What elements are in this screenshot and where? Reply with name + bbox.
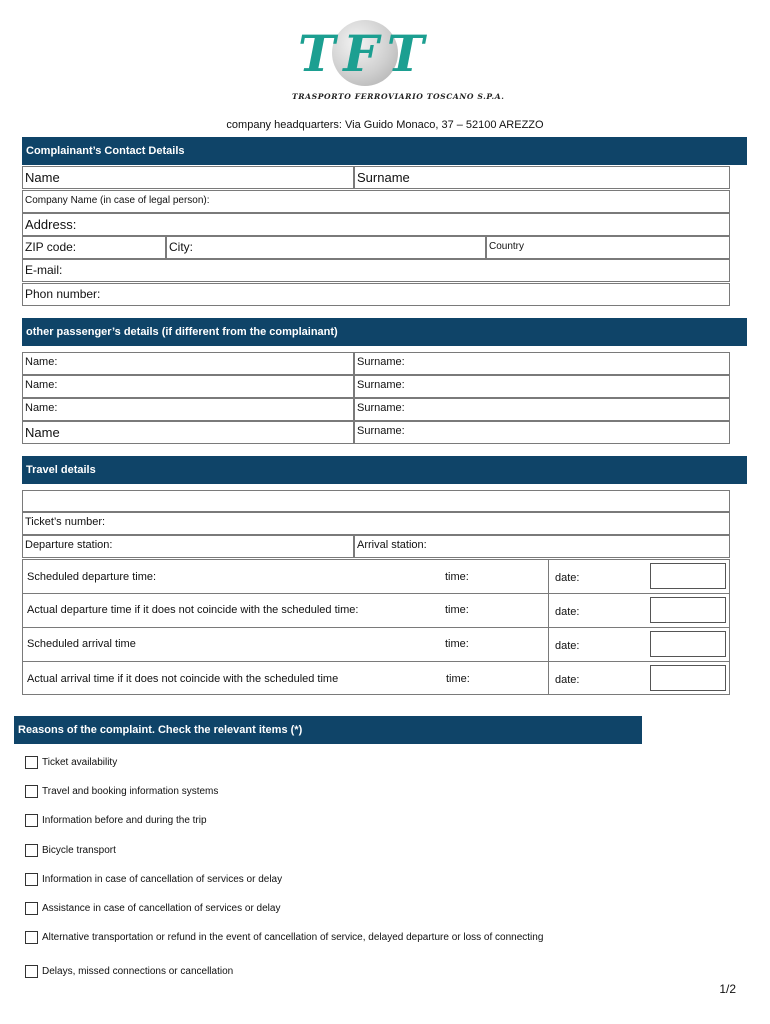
reason-label: Information in case of cancellation of services or delay	[42, 874, 283, 885]
reason-label: Assistance in case of cancellation of services or delay	[42, 903, 281, 914]
reason-checkbox[interactable]	[25, 844, 38, 857]
passenger-name-field[interactable]: Name	[22, 421, 354, 444]
address-field[interactable]: Address:	[22, 213, 730, 236]
reason-checkbox[interactable]	[25, 902, 38, 915]
reason-checkbox[interactable]	[25, 965, 38, 978]
actual-arrival-date-input[interactable]	[650, 665, 726, 691]
section-travel-title: Travel details	[22, 456, 747, 484]
actual-departure-date-input[interactable]	[650, 597, 726, 623]
section-reasons-title: Reasons of the complaint. Check the relevant items (*)	[14, 716, 642, 744]
name-field[interactable]: Name	[22, 166, 354, 189]
date-label: date:	[555, 674, 580, 686]
time-label: time:	[445, 571, 469, 583]
email-field[interactable]: E-mail:	[22, 259, 730, 282]
passenger-name-field[interactable]: Name:	[22, 352, 354, 375]
reason-item	[25, 902, 625, 918]
passenger-surname-field[interactable]: Surname:	[354, 352, 730, 375]
reason-label: Delays, missed connections or cancellation	[42, 966, 234, 977]
page-number: 1/2	[719, 982, 736, 996]
passenger-name-field[interactable]: Name:	[22, 375, 354, 398]
reason-label: Ticket availability	[42, 757, 118, 768]
logo-subtitle: TRASPORTO FERROVIARIO TOSCANO S.P.A.	[292, 92, 505, 101]
row-divider	[22, 627, 730, 628]
time-label: time:	[446, 673, 470, 685]
time-label: time:	[445, 638, 469, 650]
date-label: date:	[555, 640, 580, 652]
actual-arrival-label: Actual arrival time if it does not coincide with the scheduled time	[27, 673, 339, 685]
surname-field[interactable]: Surname	[354, 166, 730, 189]
row-divider	[22, 593, 730, 594]
reason-checkbox[interactable]	[25, 756, 38, 769]
departure-station-field[interactable]: Departure station:	[22, 535, 354, 558]
reason-checkbox[interactable]	[25, 814, 38, 827]
company-logo	[290, 18, 505, 106]
passenger-surname-field[interactable]: Surname:	[354, 375, 730, 398]
reason-item	[25, 756, 625, 772]
passenger-surname-field[interactable]: Surname:	[354, 421, 730, 444]
zip-code-field[interactable]: ZIP code:	[22, 236, 166, 259]
ticket-number-field[interactable]: Ticket’s number:	[22, 512, 730, 535]
actual-departure-label: Actual departure time if it does not coincide with the scheduled time:	[27, 604, 359, 616]
section-contact-title: Complainant’s Contact Details	[22, 137, 747, 165]
scheduled-departure-date-input[interactable]	[650, 563, 726, 589]
reason-item	[25, 814, 625, 830]
time-label: time:	[445, 604, 469, 616]
reason-label: Information before and during the trip	[42, 815, 207, 826]
phone-field[interactable]: Phon number:	[22, 283, 730, 306]
logo-letters: TFT	[298, 24, 432, 83]
row-divider	[22, 661, 730, 662]
scheduled-arrival-date-input[interactable]	[650, 631, 726, 657]
arrival-station-field[interactable]: Arrival station:	[354, 535, 730, 558]
column-divider	[548, 559, 549, 695]
travel-blank-field[interactable]	[22, 490, 730, 512]
reason-label: Bicycle transport	[42, 845, 116, 856]
scheduled-departure-label: Scheduled departure time:	[27, 571, 157, 583]
reason-checkbox[interactable]	[25, 785, 38, 798]
city-field[interactable]: City:	[166, 236, 486, 259]
date-label: date:	[555, 606, 580, 618]
passenger-surname-field[interactable]: Surname:	[354, 398, 730, 421]
reason-checkbox[interactable]	[25, 931, 38, 944]
reason-item	[25, 844, 625, 860]
reason-item	[25, 931, 625, 947]
company-name-field[interactable]: Company Name (in case of legal person):	[22, 190, 730, 213]
headquarters-address: company headquarters: Via Guido Monaco, 37 – 52100 AREZZO	[226, 119, 544, 131]
section-passengers-title: other passenger’s details (if different from the complainant)	[22, 318, 747, 346]
reason-label: Alternative transportation or refund in the event of cancellation of service, delayed departure or loss of connecting	[42, 932, 544, 943]
passenger-name-field[interactable]: Name:	[22, 398, 354, 421]
date-label: date:	[555, 572, 580, 584]
scheduled-arrival-label: Scheduled arrival time	[27, 638, 136, 650]
reason-label: Travel and booking information systems	[42, 786, 219, 797]
reason-item	[25, 873, 625, 889]
country-field[interactable]: Country	[486, 236, 730, 259]
reason-item	[25, 785, 625, 801]
reason-item	[25, 965, 625, 981]
reason-checkbox[interactable]	[25, 873, 38, 886]
